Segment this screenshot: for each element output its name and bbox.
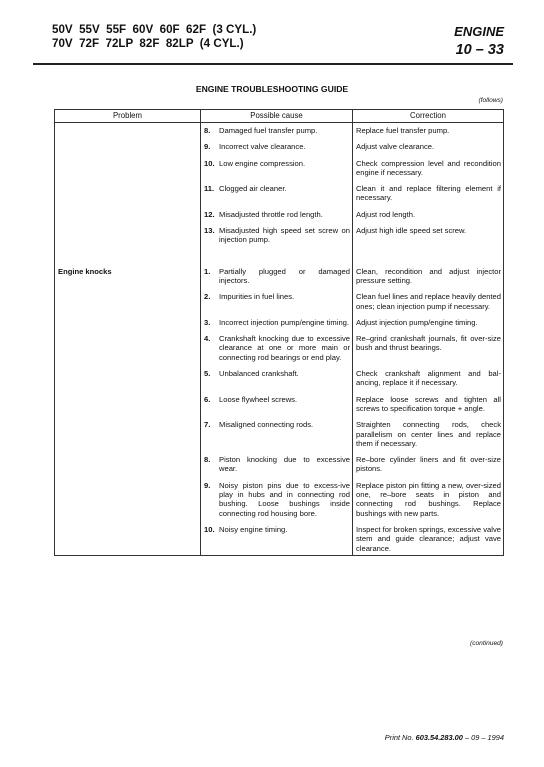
cause-number: 5. — [204, 369, 211, 379]
correction-cell: Adjust high idle speed set screw. — [353, 226, 504, 267]
problem-cell — [55, 481, 201, 525]
cause-number: 4. — [204, 334, 211, 344]
cause-text: Noisy engine timing. — [219, 524, 288, 534]
cause-cell — [201, 210, 353, 226]
cause-number: 1. — [204, 266, 211, 276]
cause-cell — [201, 395, 353, 421]
cause-number: 9. — [204, 142, 211, 152]
cause-text: Unbalanced crankshaft. — [219, 369, 299, 379]
cause-number: 12. — [204, 209, 215, 219]
correction-cell: Check compression level and recondition engine if necessary. — [353, 159, 504, 185]
cause-text: Damaged fuel transfer pump. — [219, 126, 318, 135]
cause-number: 9. — [204, 480, 211, 490]
print-code: 603.54.283.00 — [415, 733, 463, 742]
page-header — [52, 23, 504, 61]
cause-number: 3. — [204, 317, 211, 327]
cause-cell — [201, 142, 353, 158]
models-line-1: 50V 55V 55F 60V 60F 62F (3 CYL.) — [52, 23, 257, 36]
problem-cell — [55, 525, 201, 555]
problem-cell — [55, 369, 201, 395]
table-row — [55, 481, 504, 525]
correction-cell: Re–grind crankshaft journals, fit over-size bush and thrust bearings. — [353, 334, 504, 369]
cause-text: Misaligned connecting rods. — [219, 420, 314, 430]
problem-cell — [55, 210, 201, 226]
print-prefix: Print No. — [384, 733, 414, 742]
cause-number: 11. — [204, 184, 215, 194]
cause-cell — [201, 184, 353, 210]
problem-cell — [55, 267, 201, 293]
correction-cell: Replace fuel transfer pump. — [353, 123, 504, 143]
cause-cell — [201, 292, 353, 318]
cause-text: Noisy piston pins due to excess-ive play in hubs and in connecting rod bushing. Loose bushings inside connecting rod housing bore. — [219, 480, 350, 518]
print-date: – 09 – 1994 — [464, 733, 504, 742]
correction-cell: Replace piston pin fitting a new, over-sized one, re–bore seats in piston and connecting rod bushings. Replace bushings with new parts. — [353, 481, 504, 525]
table-row — [55, 318, 504, 334]
problem-cell — [55, 142, 201, 158]
model-list — [52, 23, 256, 51]
problem-cell — [55, 420, 201, 455]
table-row — [55, 123, 504, 143]
cause-text: Misadjusted high speed set screw on injection pump. — [219, 226, 350, 245]
cause-cell — [201, 334, 353, 369]
table-row — [55, 267, 504, 293]
cause-text: Incorrect valve clearance. — [219, 142, 306, 152]
cause-text: Misadjusted throttle rod length. — [219, 209, 323, 219]
table-row — [55, 369, 504, 395]
cause-cell — [201, 420, 353, 455]
problem-label: Engine knocks — [58, 266, 112, 276]
cause-number: 13. — [204, 226, 215, 236]
table-row — [55, 159, 504, 185]
cause-text: Clogged air cleaner. — [219, 184, 287, 194]
table-row — [55, 226, 504, 267]
column-header-problem: Problem — [55, 110, 201, 123]
cause-text: Impurities in fuel lines. — [219, 292, 295, 302]
column-header-cause: Possible cause — [201, 110, 353, 123]
problem-cell — [55, 292, 201, 318]
correction-cell: Adjust rod length. — [353, 210, 504, 226]
correction-cell: Replace loose screws and tighten all screws to specification torque + angle. — [353, 395, 504, 421]
cause-number: 10. — [204, 524, 215, 534]
cause-cell — [201, 369, 353, 395]
cause-number: 8. — [204, 455, 211, 465]
column-header-correction: Correction — [353, 110, 504, 123]
problem-cell — [55, 123, 201, 143]
troubleshooting-table — [54, 109, 504, 556]
table-row — [55, 525, 504, 555]
cause-text: Piston knocking due to excessive wear. — [219, 455, 350, 474]
cause-number: 10. — [204, 158, 215, 168]
correction-cell: Clean it and replace filtering element if necessary. — [353, 184, 504, 210]
table-row — [55, 395, 504, 421]
print-number — [385, 733, 504, 742]
cause-cell — [201, 318, 353, 334]
problem-cell — [55, 159, 201, 185]
correction-cell: Adjust valve clearance. — [353, 142, 504, 158]
problem-cell — [55, 226, 201, 267]
page-number: 10 – 33 — [455, 42, 504, 58]
table-row — [55, 420, 504, 455]
follows-note: (follows) — [478, 97, 503, 104]
cause-number: 7. — [204, 420, 211, 430]
problem-cell — [55, 184, 201, 210]
problem-cell — [55, 455, 201, 481]
table-row — [55, 292, 504, 318]
cause-cell — [201, 159, 353, 185]
correction-cell: Re–bore cylinder liners and fit over-size pistons. — [353, 455, 504, 481]
correction-cell: Adjust injection pump/engine timing. — [353, 318, 504, 334]
section-title: ENGINE — [454, 24, 504, 39]
cause-text: Crankshaft knocking due to excessive clearance at one or more main or connecting rod bearings or end play. — [219, 334, 350, 362]
cause-cell — [201, 455, 353, 481]
cause-cell — [201, 481, 353, 525]
table-row — [55, 210, 504, 226]
cause-text: Incorrect injection pump/engine timing. — [219, 317, 350, 327]
correction-cell: Straighten connecting rods, check parallelism on center lines and replace them if necessary. — [353, 420, 504, 455]
table-row — [55, 184, 504, 210]
cause-number: 6. — [204, 394, 211, 404]
continued-note: (continued) — [470, 640, 503, 647]
header-rule — [33, 63, 513, 65]
cause-cell — [201, 226, 353, 267]
cause-number: 2. — [204, 292, 211, 302]
correction-cell: Clean fuel lines and replace heavily dented ones; clean injection pump if necessary. — [353, 292, 504, 318]
document-title: ENGINE TROUBLESHOOTING GUIDE — [195, 84, 349, 94]
models-line-2: 70V 72F 72LP 82F 82LP (4 CYL.) — [52, 37, 244, 50]
cause-text: Loose flywheel screws. — [219, 394, 298, 404]
table-row — [55, 455, 504, 481]
correction-cell: Clean, recondition and adjust injector pressure setting. — [353, 267, 504, 293]
problem-cell — [55, 318, 201, 334]
table-row — [55, 334, 504, 369]
table-header-row — [55, 110, 504, 123]
problem-cell — [55, 334, 201, 369]
cause-number: 8. — [204, 126, 211, 135]
table-row — [55, 142, 504, 158]
correction-cell: Inspect for broken springs, excessive valve stem and guide clearance; adjust vave clearance. — [353, 525, 504, 555]
cause-text: Partially plugged or damaged injectors. — [219, 266, 350, 285]
correction-cell: Check crankshaft alignment and bal-ancing, replace it if necessary. — [353, 369, 504, 395]
cause-text: Low engine compression. — [219, 158, 306, 168]
cause-cell — [201, 525, 353, 555]
cause-cell — [201, 267, 353, 293]
problem-cell — [55, 395, 201, 421]
cause-cell — [201, 123, 353, 143]
